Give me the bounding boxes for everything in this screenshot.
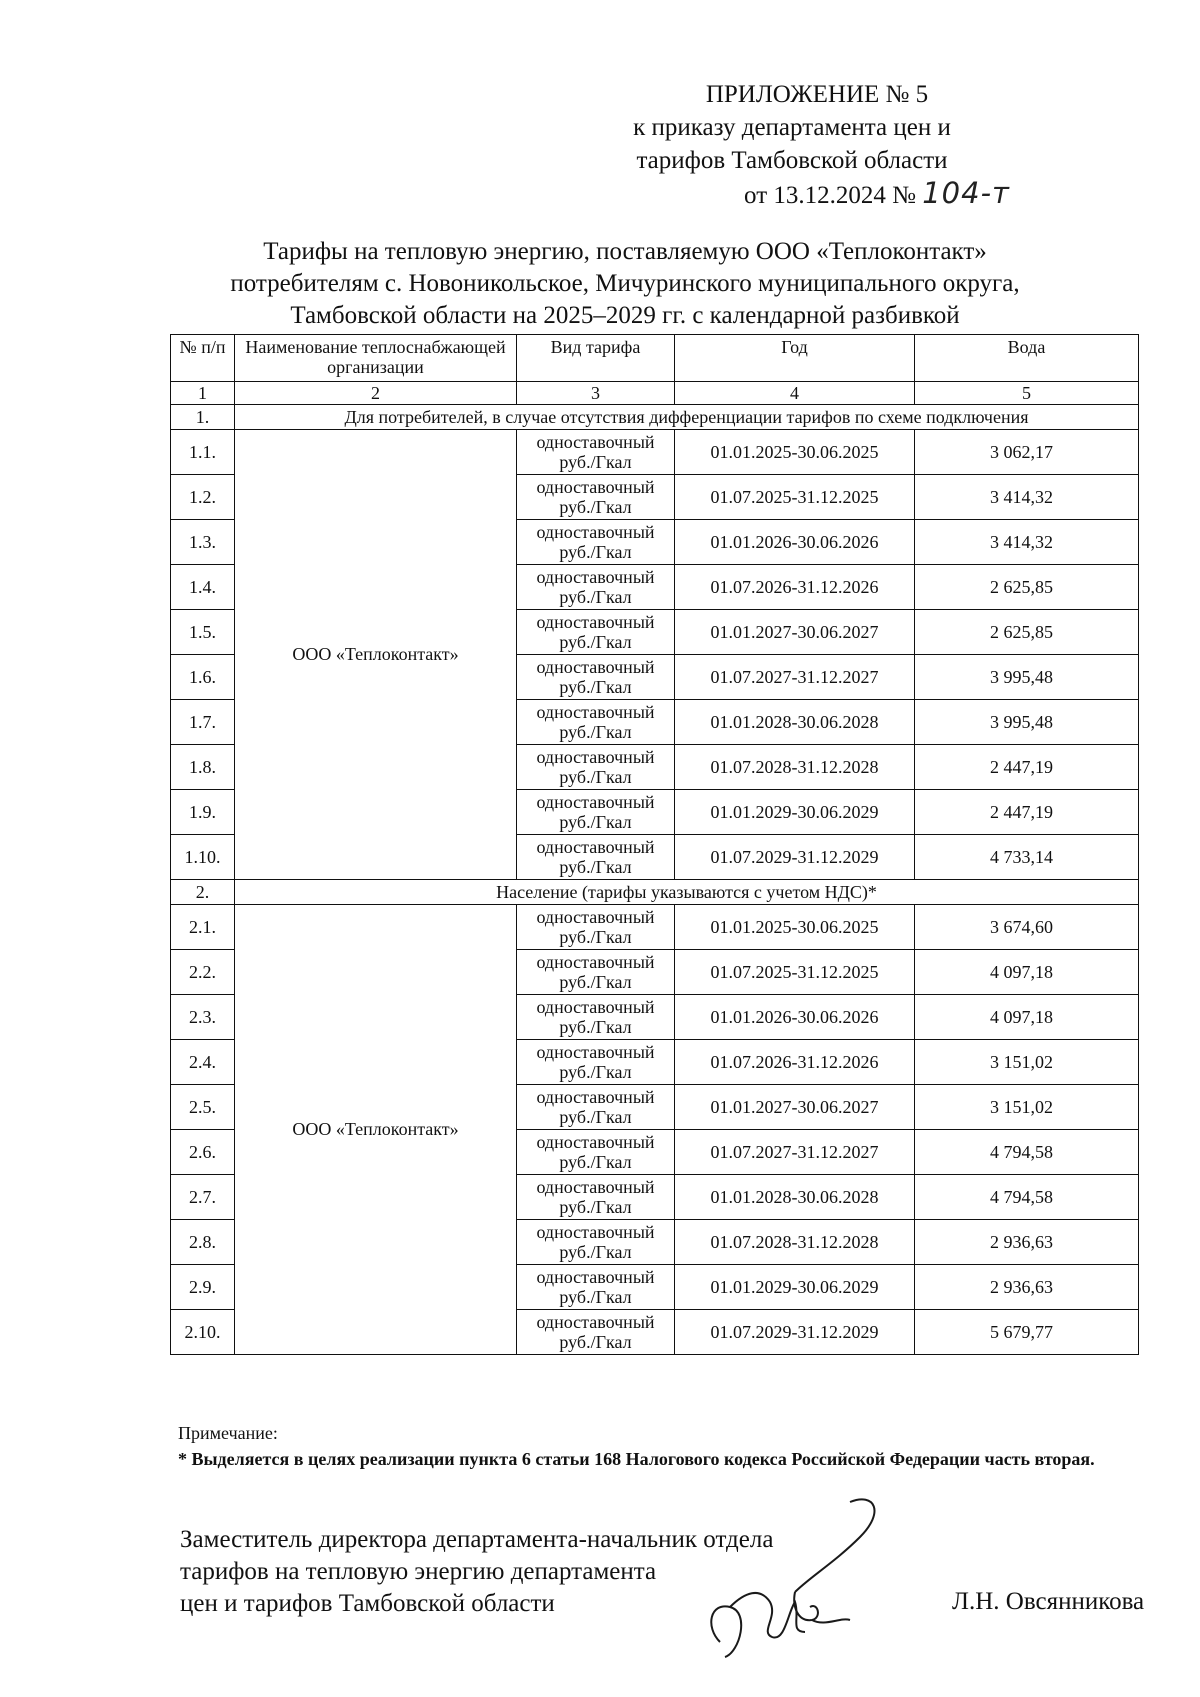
row-num: 1.5. bbox=[171, 610, 235, 655]
tariff-type: одноставочный bbox=[536, 907, 655, 927]
period-cell: 01.07.2027-31.12.2027 bbox=[675, 655, 915, 700]
row-num: 1.7. bbox=[171, 700, 235, 745]
column-number: 5 bbox=[915, 382, 1139, 405]
period-cell: 01.07.2028-31.12.2028 bbox=[675, 1220, 915, 1265]
period-cell: 01.07.2026-31.12.2026 bbox=[675, 1040, 915, 1085]
period-cell: 01.01.2027-30.06.2027 bbox=[675, 610, 915, 655]
tariff-type: одноставочный bbox=[536, 1177, 655, 1197]
row-num: 1.9. bbox=[171, 790, 235, 835]
tariff-type-cell bbox=[517, 520, 675, 565]
tariff-type-cell bbox=[517, 1310, 675, 1355]
tariff-type-cell bbox=[517, 700, 675, 745]
title-line-3: Тамбовской области на 2025–2029 гг. с календарной разбивкой bbox=[290, 302, 960, 329]
tariff-type: одноставочный bbox=[536, 747, 655, 767]
row-num: 1.8. bbox=[171, 745, 235, 790]
tariff-type-cell bbox=[517, 610, 675, 655]
tariff-type: одноставочный bbox=[536, 1042, 655, 1062]
tariff-unit: руб./Гкал bbox=[559, 1287, 632, 1307]
tariff-type-cell bbox=[517, 745, 675, 790]
column-number: 3 bbox=[517, 382, 675, 405]
document-title bbox=[165, 236, 1085, 332]
note bbox=[178, 1420, 1138, 1472]
tariff-type: одноставочный bbox=[536, 1312, 655, 1332]
row-num: 2.5. bbox=[171, 1085, 235, 1130]
tariff-type-cell bbox=[517, 1265, 675, 1310]
section-row bbox=[171, 880, 1139, 905]
tariff-unit: руб./Гкал bbox=[559, 1062, 632, 1082]
period-cell: 01.07.2025-31.12.2025 bbox=[675, 950, 915, 995]
tariff-type-cell bbox=[517, 790, 675, 835]
water-value-cell: 3 151,02 bbox=[915, 1040, 1139, 1085]
order-number: 104-т bbox=[922, 176, 1010, 210]
column-number: 1 bbox=[171, 382, 235, 405]
water-value-cell: 2 936,63 bbox=[915, 1265, 1139, 1310]
tariff-type: одноставочный bbox=[536, 997, 655, 1017]
period-cell: 01.01.2028-30.06.2028 bbox=[675, 1175, 915, 1220]
water-value-cell: 4 794,58 bbox=[915, 1175, 1139, 1220]
water-value-cell: 2 447,19 bbox=[915, 745, 1139, 790]
row-num: 2.3. bbox=[171, 995, 235, 1040]
water-value-cell: 3 995,48 bbox=[915, 655, 1139, 700]
tariff-type-cell bbox=[517, 1085, 675, 1130]
table-header-row bbox=[171, 335, 1139, 382]
tariff-type-cell bbox=[517, 430, 675, 475]
row-num: 1.6. bbox=[171, 655, 235, 700]
tariff-unit: руб./Гкал bbox=[559, 1017, 632, 1037]
period-cell: 01.01.2026-30.06.2026 bbox=[675, 520, 915, 565]
period-cell: 01.07.2026-31.12.2026 bbox=[675, 565, 915, 610]
annex-date-line bbox=[532, 177, 1052, 212]
tariff-type: одноставочный bbox=[536, 522, 655, 542]
tariff-type: одноставочный bbox=[536, 477, 655, 497]
row-num: 2.1. bbox=[171, 905, 235, 950]
row-num: 2.8. bbox=[171, 1220, 235, 1265]
note-label: Примечание: bbox=[178, 1423, 278, 1443]
row-num: 2.4. bbox=[171, 1040, 235, 1085]
annex-title: ПРИЛОЖЕНИЕ № 5 bbox=[705, 81, 929, 108]
period-cell: 01.07.2025-31.12.2025 bbox=[675, 475, 915, 520]
water-value-cell: 2 447,19 bbox=[915, 790, 1139, 835]
row-num: 1.4. bbox=[171, 565, 235, 610]
tariff-unit: руб./Гкал bbox=[559, 1197, 632, 1217]
period-cell: 01.07.2027-31.12.2027 bbox=[675, 1130, 915, 1175]
section-label: Для потребителей, в случае отсутствия дифференциации тарифов по схеме подключения bbox=[235, 405, 1139, 430]
row-num: 1.3. bbox=[171, 520, 235, 565]
note-text: * Выделяется в целях реализации пункта 6 статьи 168 Налогового кодекса Российской Федерации часть вторая. bbox=[178, 1449, 1095, 1469]
tariff-type: одноставочный bbox=[536, 702, 655, 722]
water-value-cell: 3 674,60 bbox=[915, 905, 1139, 950]
row-num: 1.10. bbox=[171, 835, 235, 880]
tariff-type: одноставочный bbox=[536, 432, 655, 452]
column-number: 2 bbox=[235, 382, 517, 405]
row-num: 2.7. bbox=[171, 1175, 235, 1220]
tariff-type-cell bbox=[517, 1040, 675, 1085]
tariff-unit: руб./Гкал bbox=[559, 927, 632, 947]
tariff-type: одноставочный bbox=[536, 657, 655, 677]
period-cell: 01.01.2025-30.06.2025 bbox=[675, 905, 915, 950]
period-cell: 01.01.2029-30.06.2029 bbox=[675, 790, 915, 835]
tariff-unit: руб./Гкал bbox=[559, 587, 632, 607]
water-value-cell: 5 679,77 bbox=[915, 1310, 1139, 1355]
row-num: 1.1. bbox=[171, 430, 235, 475]
row-num: 2.6. bbox=[171, 1130, 235, 1175]
tariff-type-cell bbox=[517, 1220, 675, 1265]
handwritten-signature bbox=[700, 1492, 890, 1662]
water-value-cell: 3 414,32 bbox=[915, 520, 1139, 565]
tariff-table bbox=[170, 334, 1139, 1355]
period-cell: 01.01.2027-30.06.2027 bbox=[675, 1085, 915, 1130]
organization-cell: ООО «Теплоконтакт» bbox=[235, 430, 517, 880]
tariff-type-cell bbox=[517, 475, 675, 520]
tariff-unit: руб./Гкал bbox=[559, 722, 632, 742]
tariff-type-cell bbox=[517, 995, 675, 1040]
tariff-type: одноставочный bbox=[536, 1267, 655, 1287]
tariff-type-cell bbox=[517, 835, 675, 880]
tariff-type: одноставочный bbox=[536, 567, 655, 587]
header-period: Год bbox=[675, 335, 915, 382]
row-num: 2.2. bbox=[171, 950, 235, 995]
tariff-unit: руб./Гкал bbox=[559, 857, 632, 877]
period-cell: 01.01.2029-30.06.2029 bbox=[675, 1265, 915, 1310]
header-water: Вода bbox=[915, 335, 1139, 382]
tariff-unit: руб./Гкал bbox=[559, 677, 632, 697]
period-cell: 01.01.2026-30.06.2026 bbox=[675, 995, 915, 1040]
tariff-unit: руб./Гкал bbox=[559, 1152, 632, 1172]
tariff-type-cell bbox=[517, 1130, 675, 1175]
water-value-cell: 4 733,14 bbox=[915, 835, 1139, 880]
organization-cell: ООО «Теплоконтакт» bbox=[235, 905, 517, 1355]
water-value-cell: 2 936,63 bbox=[915, 1220, 1139, 1265]
section-num: 1. bbox=[171, 405, 235, 430]
table-row bbox=[171, 905, 1139, 950]
tariff-type-cell bbox=[517, 905, 675, 950]
period-cell: 01.07.2028-31.12.2028 bbox=[675, 745, 915, 790]
row-num: 2.10. bbox=[171, 1310, 235, 1355]
tariff-unit: руб./Гкал bbox=[559, 542, 632, 562]
water-value-cell: 3 414,32 bbox=[915, 475, 1139, 520]
tariff-type: одноставочный bbox=[536, 1132, 655, 1152]
tariff-type-cell bbox=[517, 655, 675, 700]
period-cell: 01.07.2029-31.12.2029 bbox=[675, 835, 915, 880]
period-cell: 01.01.2028-30.06.2028 bbox=[675, 700, 915, 745]
water-value-cell: 4 097,18 bbox=[915, 950, 1139, 995]
title-line-2: потребителям с. Новоникольское, Мичуринского муниципального округа, bbox=[230, 270, 1020, 297]
tariff-unit: руб./Гкал bbox=[559, 1242, 632, 1262]
signer-name: Л.Н. Овсянникова bbox=[952, 1588, 1145, 1615]
tariff-unit: руб./Гкал bbox=[559, 1107, 632, 1127]
tariff-unit: руб./Гкал bbox=[559, 1332, 632, 1352]
header-tariff-type: Вид тарифа bbox=[517, 335, 675, 382]
water-value-cell: 2 625,85 bbox=[915, 610, 1139, 655]
tariff-type: одноставочный bbox=[536, 837, 655, 857]
tariff-unit: руб./Гкал bbox=[559, 497, 632, 517]
annex-line-1: к приказу департамента цен и bbox=[633, 114, 951, 141]
tariff-type: одноставочный bbox=[536, 1222, 655, 1242]
water-value-cell: 4 097,18 bbox=[915, 995, 1139, 1040]
period-cell: 01.01.2025-30.06.2025 bbox=[675, 430, 915, 475]
tariff-unit: руб./Гкал bbox=[559, 812, 632, 832]
section-num: 2. bbox=[171, 880, 235, 905]
annex-line-2: тарифов Тамбовской области bbox=[636, 147, 948, 174]
water-value-cell: 3 062,17 bbox=[915, 430, 1139, 475]
annex-date: от 13.12.2024 № bbox=[744, 182, 916, 209]
water-value-cell: 3 151,02 bbox=[915, 1085, 1139, 1130]
tariff-unit: руб./Гкал bbox=[559, 632, 632, 652]
signer-position-line-2: тарифов на тепловую энергию департамента bbox=[180, 1558, 657, 1585]
water-value-cell: 2 625,85 bbox=[915, 565, 1139, 610]
tariff-type-cell bbox=[517, 950, 675, 995]
tariff-type: одноставочный bbox=[536, 952, 655, 972]
tariff-type: одноставочный bbox=[536, 1087, 655, 1107]
row-num: 2.9. bbox=[171, 1265, 235, 1310]
section-row bbox=[171, 405, 1139, 430]
header-num: № п/п bbox=[171, 335, 235, 382]
section-label: Население (тарифы указываются с учетом НДС)* bbox=[235, 880, 1139, 905]
table-row bbox=[171, 430, 1139, 475]
annex-header bbox=[532, 78, 1052, 212]
water-value-cell: 4 794,58 bbox=[915, 1130, 1139, 1175]
tariff-unit: руб./Гкал bbox=[559, 972, 632, 992]
header-organization: Наименование теплоснабжающей организации bbox=[235, 335, 517, 382]
tariff-unit: руб./Гкал bbox=[559, 767, 632, 787]
title-line-1: Тарифы на тепловую энергию, поставляемую ООО «Теплоконтакт» bbox=[263, 238, 987, 265]
tariff-type: одноставочный bbox=[536, 792, 655, 812]
tariff-type-cell bbox=[517, 1175, 675, 1220]
tariff-type-cell bbox=[517, 565, 675, 610]
period-cell: 01.07.2029-31.12.2029 bbox=[675, 1310, 915, 1355]
row-num: 1.2. bbox=[171, 475, 235, 520]
tariff-type: одноставочный bbox=[536, 612, 655, 632]
column-number: 4 bbox=[675, 382, 915, 405]
tariff-unit: руб./Гкал bbox=[559, 452, 632, 472]
signer-position-line-3: цен и тарифов Тамбовской области bbox=[180, 1590, 555, 1617]
signer-position-line-1: Заместитель директора департамента-начальник отдела bbox=[180, 1526, 774, 1553]
water-value-cell: 3 995,48 bbox=[915, 700, 1139, 745]
column-number-row bbox=[171, 382, 1139, 405]
